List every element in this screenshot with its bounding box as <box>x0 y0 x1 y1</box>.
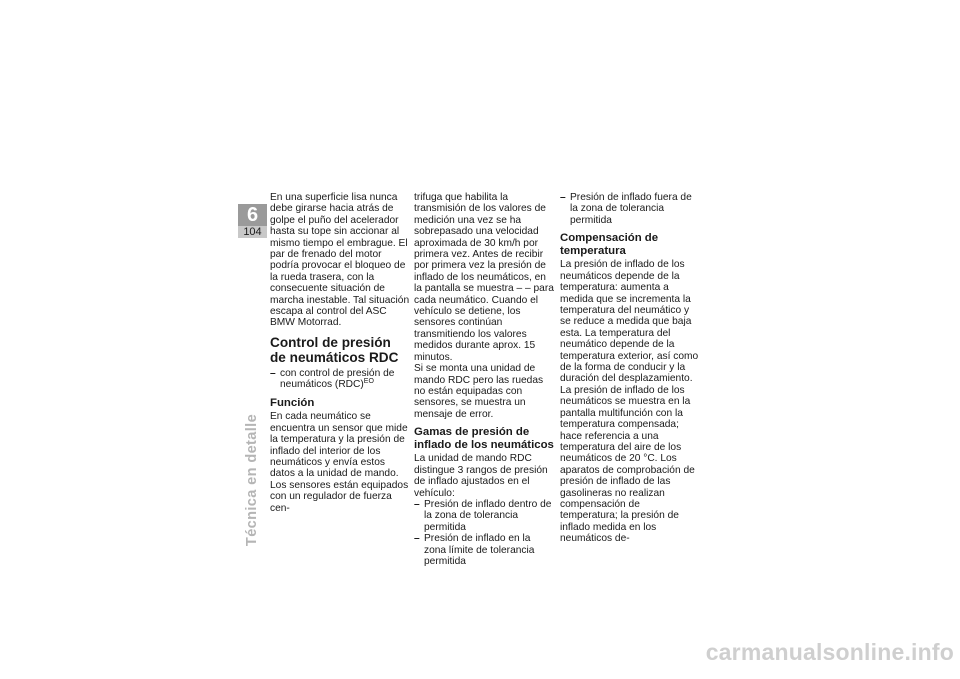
rdc-heading: Control de presión de neumáticos RDC <box>270 334 399 365</box>
text-column-2 <box>414 192 554 567</box>
rdc-equipment-list <box>270 368 410 391</box>
text-column-1 <box>270 192 410 514</box>
chapter-number: 6 <box>246 204 259 226</box>
ranges-list <box>414 499 554 567</box>
list-item: – Presión de inflado fuera de la zona de tolerancia permitida <box>560 192 700 226</box>
watermark: carmanualsonline.info <box>705 639 954 665</box>
chapter-marker <box>238 204 267 238</box>
list-item <box>270 368 410 391</box>
function-paragraph: En cada neumático se encuentra un sensor que mide la temperatura y la presión de inflado del interior de los neumáticos y envía estos datos a la unidad de mando. <box>270 411 408 480</box>
transmission-paragraph: trifuga que habilita la transmisión de los valores de medición una vez se ha sobrepasado una velocidad aproximada de 30 km/h por primera vez. Antes de recibir por primera vez la presión de inflado de los neumáticos, en la pantalla se muestra – – para cada neumático. Cuando el vehículo se detiene, los sensores continúan transmitiendo los valores medidos durante aprox. 15 minutos. <box>414 192 554 363</box>
list-item: – Presión de inflado dentro de la zona de tolerancia permitida <box>414 499 554 533</box>
optional-equipment-mark: EO <box>363 378 374 386</box>
rdc-equipment-text: con control de presión de neumáticos (RDC) <box>280 367 395 391</box>
ranges-list-continued <box>560 192 700 226</box>
sensor-paragraph: Los sensores están equipados con un regulador de fuerza cen- <box>270 479 409 514</box>
ranges-paragraph: La unidad de mando RDC distingue 3 rangos de presión de inflado ajustados en el vehículo: <box>414 453 548 499</box>
list-item: – Presión de inflado en la zona límite de tolerancia permitida <box>414 533 554 567</box>
pressure-ranges-heading: Gamas de presión de inflado de los neumáticos <box>414 426 554 451</box>
text-column-3 <box>560 192 700 545</box>
section-side-title <box>238 400 267 560</box>
error-paragraph: Si se monta una unidad de mando RDC pero las ruedas no están equipadas con sensores, se muestra un mensaje de error. <box>414 363 544 420</box>
intro-paragraph: En una superficie lisa nunca debe girarse hacia atrás de golpe el puño del acelerador hasta su tope sin accionar al mismo tiempo el embrague. El par de frenado del motor podría provocar el bloqueo de la rueda trasera, con la consecuente situación de marcha inestable. Tal situación escapa al control del ASC BMW Motorrad. <box>270 192 410 329</box>
section-title-text: Técnica en detalle <box>244 413 261 547</box>
function-heading: Función <box>270 396 315 409</box>
compensation-paragraph: La presión de inflado de los neumáticos se muestra en la pantalla multifunción con la temperatura compensada; hace referencia a una temperatura del aire de los neumáticos de 20 °C. Los aparatos de comprobación de presión de inflado de las gasolineras no realizan compensación de temperatura; la presión de inflado medida en los neumáticos de- <box>560 384 695 545</box>
temperature-paragraph: La presión de inflado de los neumáticos depende de la temperatura: aumenta a medida que se incrementa la temperatura del neumático y se reduce a medida que baja esta. La temperatura del neumático depende de la temperatura exterior, así como de la forma de conducir y la duración del desplazamiento. <box>560 259 699 385</box>
page-number: 104 <box>238 226 267 238</box>
temperature-compensation-heading: Compensación de temperatura <box>560 232 659 257</box>
